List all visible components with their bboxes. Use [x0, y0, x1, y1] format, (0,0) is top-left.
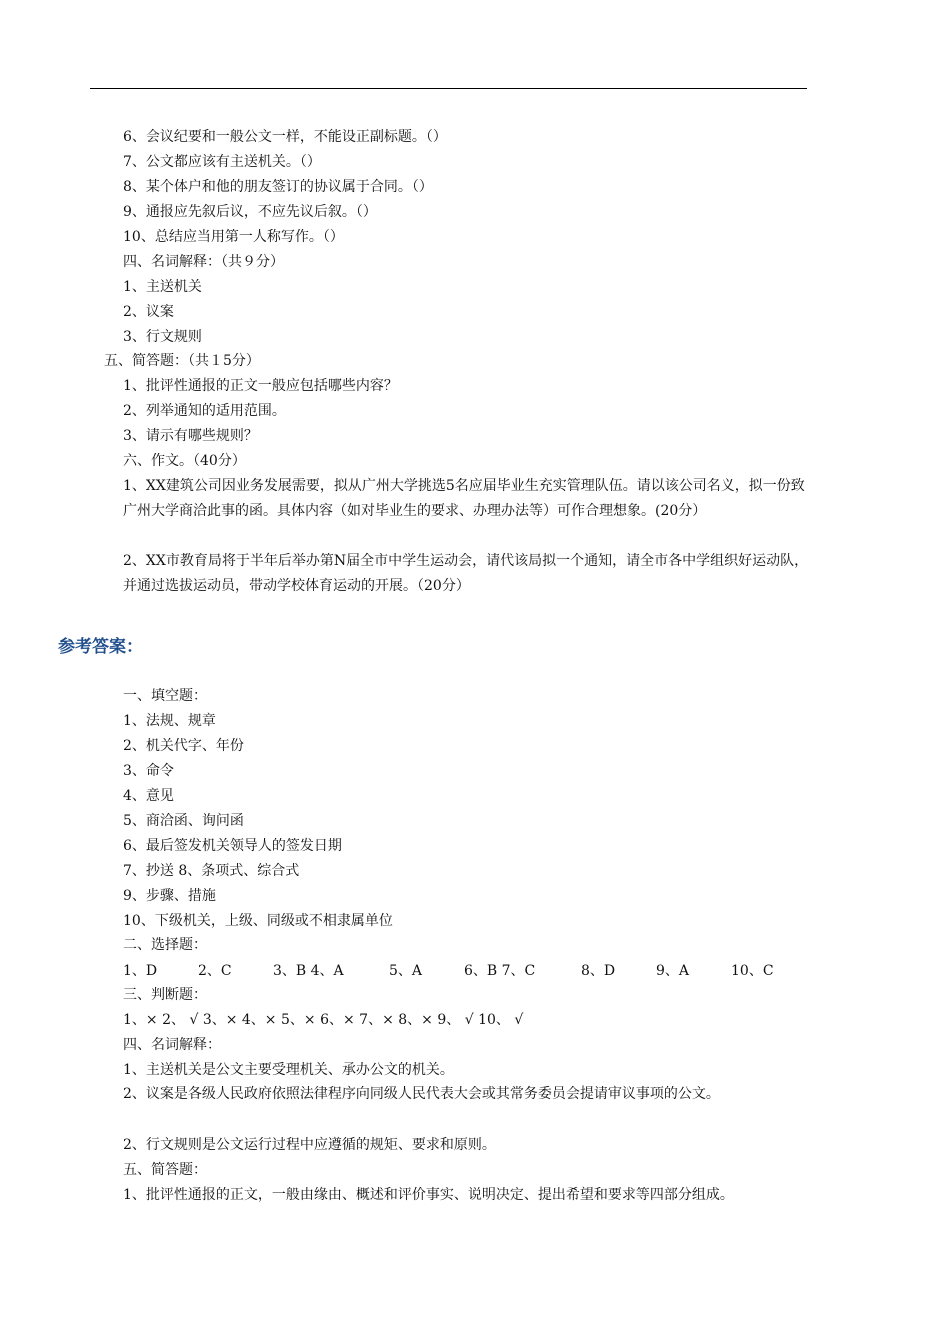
- short-answer-1: 1、批评性通报的正文，一般由缘由、概述和评价事实、说明决定、提出希望和要求等四部分组成。: [123, 1187, 734, 1203]
- essay-question-1: [58, 474, 810, 524]
- short-question-3: 3、请示有哪些规则？: [123, 428, 258, 444]
- fill-answer-10: 10、下级机关，上级、同级或不相隶属单位: [123, 913, 393, 929]
- judge-question-10: 10、总结应当用第一人称写作。（）: [123, 229, 344, 245]
- short-section-title: 五、简答题：（共１5分）: [104, 353, 260, 369]
- term-question-1: 1、主送机关: [123, 279, 202, 295]
- term-answer-3: 2、行文规则是公文运行过程中应遵循的规矩、要求和原则。: [123, 1137, 496, 1153]
- term-question-3: 3、行文规则: [123, 329, 202, 345]
- fill-answer-5: 5、商洽函、询问函: [123, 813, 244, 829]
- choice-answer-1: 1、D: [123, 963, 158, 979]
- choice-answer-10: 10、C: [731, 963, 774, 979]
- judge-question-8: 8、某个体户和他的朋友签订的协议属于合同。（）: [123, 179, 433, 195]
- judge-question-7: 7、公文都应该有主送机关。（）: [123, 154, 321, 170]
- fill-answer-6: 6、最后签发机关领导人的签发日期: [123, 838, 342, 854]
- short-answer-title: 五、简答题：: [123, 1162, 207, 1178]
- fill-answer-9: 9、步骤、措施: [123, 888, 216, 904]
- fill-section-title: 一、填空题：: [123, 688, 207, 704]
- essay-question-1-text: 1、XX建筑公司因业务发展需要，拟从广州大学挑选5名应届毕业生充实管理队伍。请以该公司名义，拟一份致广州大学商洽此事的函。具体内容（如对毕业生的要求、办理办法等）可作合理想象。(20分）: [123, 478, 805, 519]
- judge-question-6: 6、会议纪要和一般公文一样，不能设正副标题。（）: [123, 129, 447, 145]
- choice-answer-3-4: 3、B 4、A: [273, 963, 344, 979]
- term-answer-2: [58, 1082, 810, 1107]
- fill-answer-7-8: 7、抄送 8、条项式、综合式: [123, 863, 300, 879]
- term-answer-1: 1、主送机关是公文主要受理机关、承办公文的机关。: [123, 1062, 454, 1078]
- short-question-1: 1、批评性通报的正文一般应包括哪些内容？: [123, 378, 398, 394]
- terms-section-title: 四、名词解释：（共９分）: [123, 254, 284, 270]
- judge-answers: 1、× 2、 √ 3、× 4、× 5、× 6、× 7、× 8、× 9、 √ 10、 √: [123, 1012, 524, 1028]
- essay-question-2: [58, 549, 810, 599]
- terms-answer-title: 四、名词解释：: [123, 1037, 221, 1053]
- term-question-2: 2、议案: [123, 304, 174, 320]
- choice-section-title: 二、选择题：: [123, 937, 207, 953]
- choice-answer-8: 8、D: [581, 963, 616, 979]
- judge-section-title: 三、判断题：: [123, 987, 207, 1003]
- fill-answer-3: 3、命令: [123, 763, 174, 779]
- fill-answer-4: 4、意见: [123, 788, 174, 804]
- short-question-2: 2、列举通知的适用范围。: [123, 403, 286, 419]
- choice-answer-6-7: 6、B 7、C: [464, 963, 536, 979]
- essay-section-title: 六、作文。（40分）: [123, 453, 246, 469]
- fill-answer-1: 1、法规、规章: [123, 713, 216, 729]
- choice-answer-2: 2、C: [198, 963, 232, 979]
- choice-answer-5: 5、A: [389, 963, 423, 979]
- judge-question-9: 9、通报应先叙后议，不应先议后叙。（）: [123, 204, 377, 220]
- header-rule: [90, 88, 807, 89]
- choice-answer-9: 9、A: [656, 963, 690, 979]
- answers-heading: 参考答案：: [58, 637, 143, 657]
- fill-answer-2: 2、机关代字、年份: [123, 738, 244, 754]
- term-answer-2-text: 2、议案是各级人民政府依照法律程序向同级人民代表大会或其常务委员会提请审议事项的公文。: [123, 1086, 720, 1102]
- essay-question-2-text: 2、XX市教育局将于半年后举办第N届全市中学生运动会，请代该局拟一个通知，请全市各中学组织好运动队，并通过选拔运动员，带动学校体育运动的开展。（20分）: [123, 553, 809, 594]
